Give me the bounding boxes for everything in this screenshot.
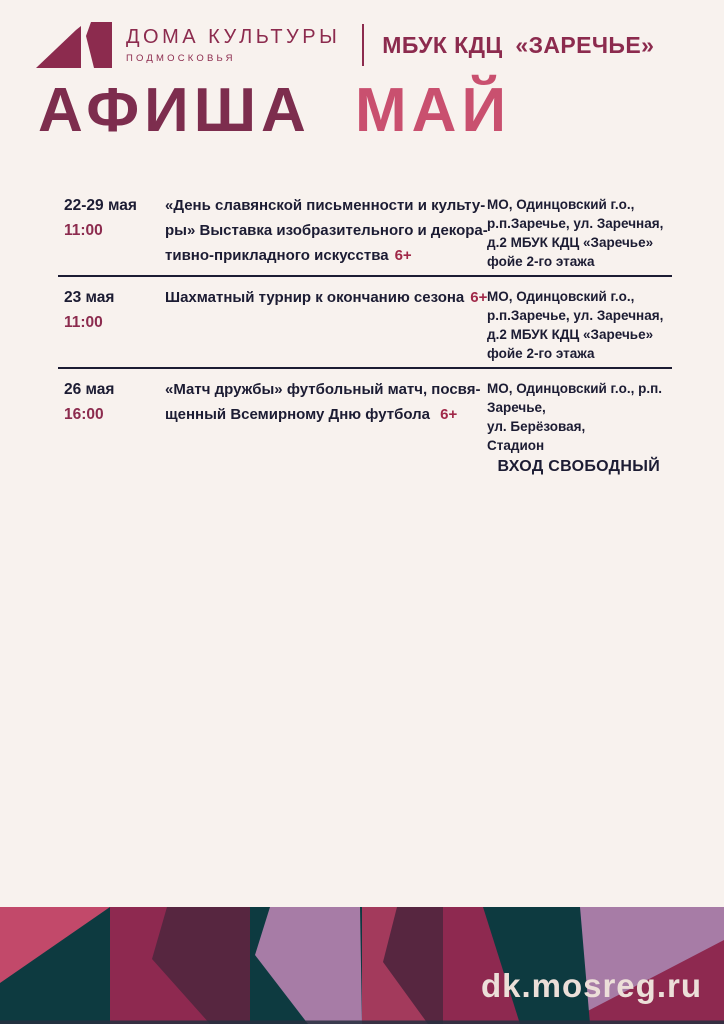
table-row [58, 369, 672, 459]
organization-name [382, 32, 654, 59]
event-description: «Матч дружбы» футбольный матч, посвя- щенный Всемирному Дню футбола [165, 381, 481, 423]
header [36, 22, 654, 68]
brand-name: ДОМА КУЛЬТУРЫ [126, 26, 341, 48]
age-rating-badge: 6+ [394, 247, 412, 264]
event-description: Шахматный турнир к окончанию сезона [165, 289, 465, 306]
event-date: 23 мая [64, 289, 115, 306]
event-description: «День славянской письменности и культу- ры» Выставка изобразительного и декора- тивно-прикладного искусства [165, 197, 488, 264]
dk-logo-icon [36, 22, 112, 68]
event-description-cell [165, 285, 487, 363]
event-location: МО, Одинцовский г.о., р.п. Заречье, ул. Берёзовая, Стадион [487, 381, 662, 453]
page-title-word-afisha: АФИША [38, 76, 311, 145]
event-time: 11:00 [64, 222, 103, 239]
event-time: 16:00 [64, 406, 104, 423]
event-location: МО, Одинцовский г.о., р.п.Заречье, ул. Заречная, д.2 МБУК КДЦ «Заречье» фойе 2-го этажа [487, 289, 664, 361]
organization-title: «ЗАРЕЧЬЕ» [515, 31, 655, 58]
brand-text [126, 26, 340, 64]
event-date-cell [58, 193, 165, 271]
page-title [38, 76, 512, 145]
organization-prefix: МБУК КДЦ [382, 31, 503, 58]
table-row [58, 277, 672, 369]
free-entry-note: ВХОД СВОБОДНЫЙ [497, 458, 660, 475]
event-time: 11:00 [64, 314, 103, 331]
event-location: МО, Одинцовский г.о., р.п.Заречье, ул. Заречная, д.2 МБУК КДЦ «Заречье» фойе 2-го этажа [487, 197, 664, 269]
event-schedule [58, 185, 672, 459]
event-date-cell [58, 285, 165, 363]
website-url: dk.mosreg.ru [480, 967, 702, 1004]
age-rating-badge: 6+ [440, 406, 458, 423]
footer-pattern-graphic [0, 907, 724, 1024]
event-date: 26 мая [64, 381, 115, 398]
footer-band [0, 907, 724, 1024]
table-row [58, 185, 672, 277]
header-divider [362, 24, 364, 66]
event-description-cell [165, 193, 487, 271]
page-title-word-month: МАЙ [355, 76, 512, 145]
brand-subtitle: ПОДМОСКОВЬЯ [126, 53, 236, 64]
age-rating-badge: 6+ [470, 289, 488, 306]
event-date: 22-29 мая [64, 197, 137, 214]
event-description-cell [165, 377, 487, 455]
event-date-cell [58, 377, 165, 455]
